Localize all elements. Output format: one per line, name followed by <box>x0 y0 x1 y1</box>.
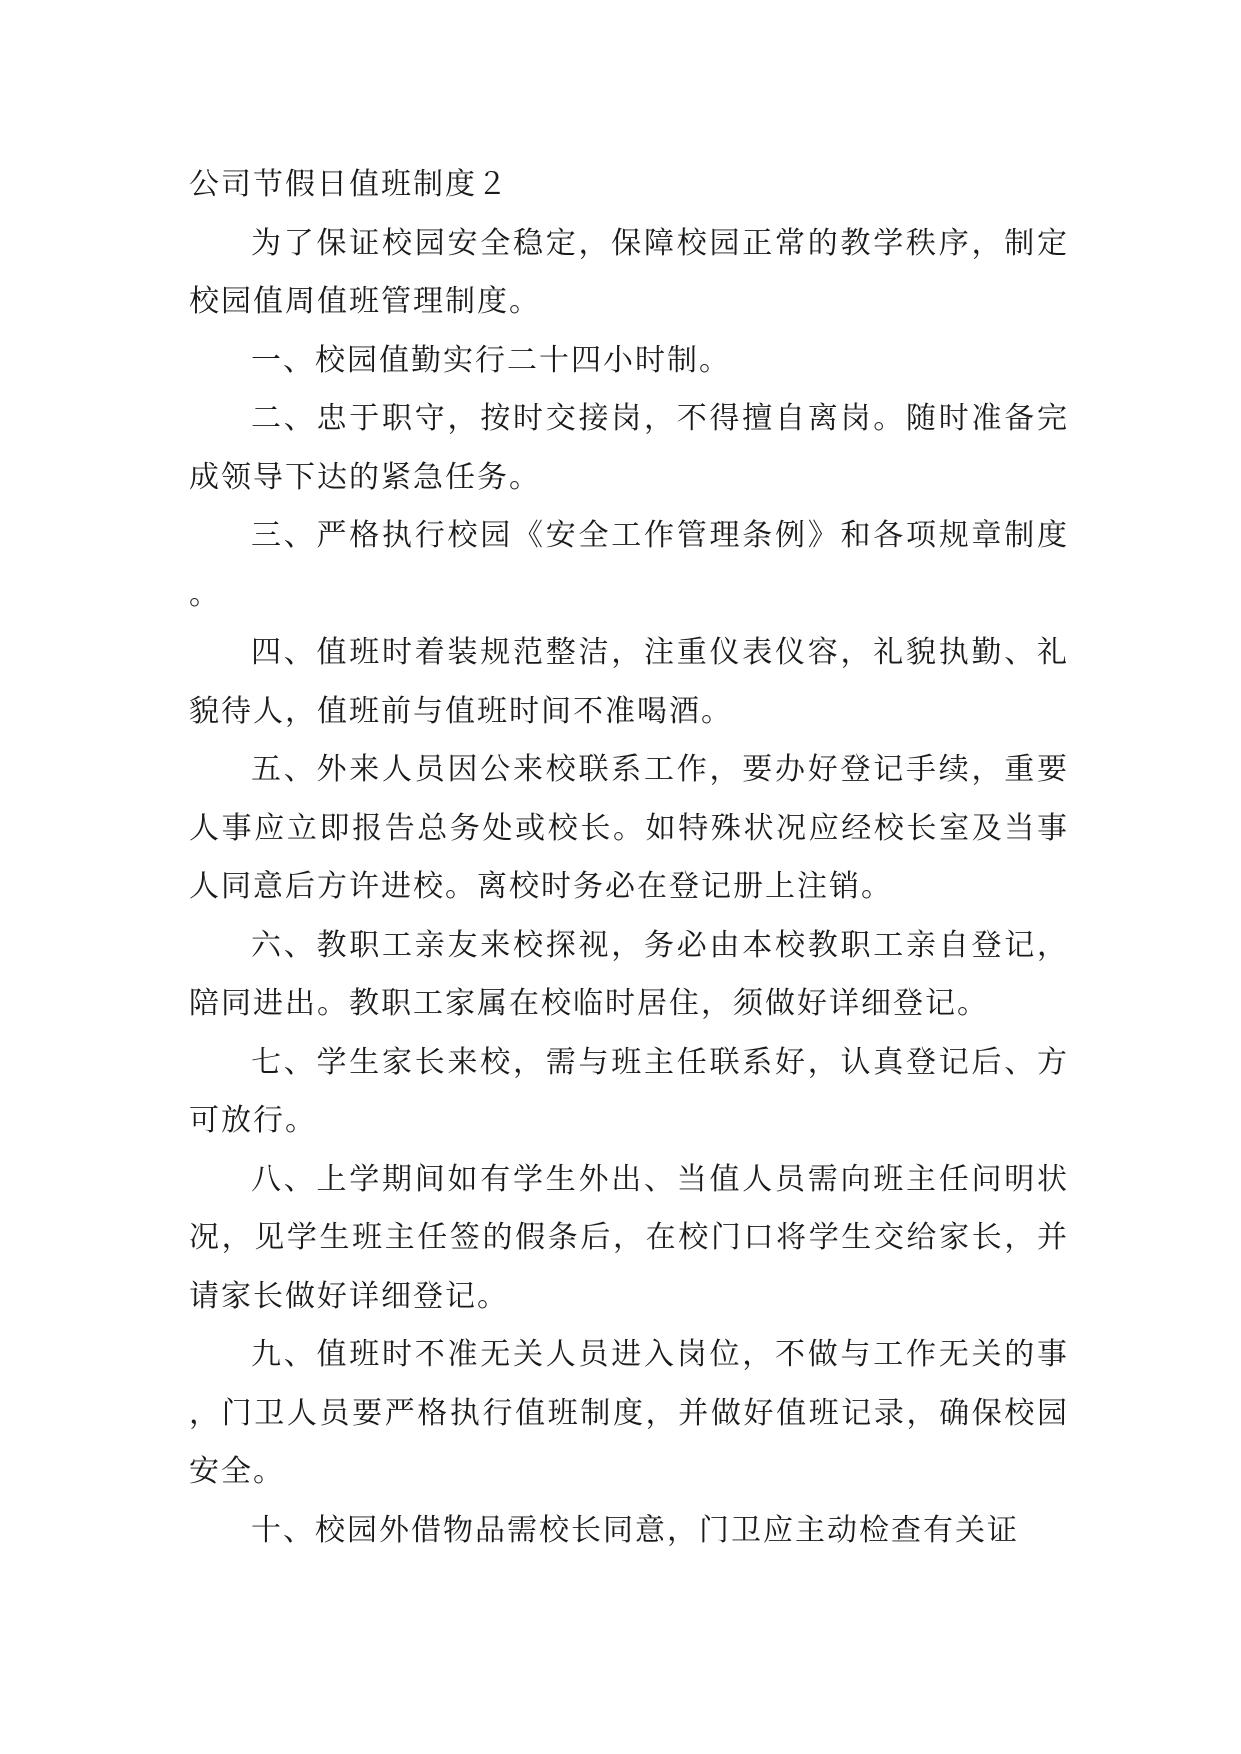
paragraph-item-4: 四、值班时着装规范整洁，注重仪表仪容，礼貌执勤、礼貌待人，值班前与值班时间不准喝酒。 <box>189 635 1069 729</box>
paragraph-item-2: 二、忠于职守，按时交接岗，不得擅自离岗。随时准备完成领导下达的紧急任务。 <box>189 401 1069 495</box>
document-body <box>189 156 1069 1560</box>
paragraph-item-1: 一、校园值勤实行二十四小时制。 <box>251 342 731 378</box>
paragraph-item-8: 八、上学期间如有学生外出、当值人员需向班主任问明状况，见学生班主任签的假条后，在校门口将学生交给家长，并请家长做好详细登记。 <box>189 1161 1069 1314</box>
paragraph-item-9: 九、值班时不准无关人员进入岗位，不做与工作无关的事，门卫人员要严格执行值班制度，并做好值班记录，确保校园安全。 <box>189 1337 1069 1489</box>
paragraph-item-6: 六、教职工亲友来校探视，务必由本校教职工亲自登记，陪同进出。教职工家属在校临时居住，须做好详细登记。 <box>189 927 1069 1021</box>
paragraph-item-7: 七、学生家长来校，需与班主任联系好，认真登记后、方可放行。 <box>189 1044 1069 1138</box>
document-title: 公司节假日值班制度２ <box>189 167 509 202</box>
paragraph-intro: 为了保证校园安全稳定，保障校园正常的教学秩序，制定校园值周值班管理制度。 <box>189 225 1069 319</box>
paragraph-item-3: 三、严格执行校园《安全工作管理条例》和各项规章制度。 <box>189 518 1069 612</box>
paragraph-item-5: 五、外来人员因公来校联系工作，要办好登记手续，重要人事应立即报告总务处或校长。如特殊状况应经校长室及当事人同意后方许进校。离校时务必在登记册上注销。 <box>189 752 1069 904</box>
paragraph-item-10: 十、校园外借物品需校长同意，门卫应主动检查有关证 <box>251 1512 1019 1548</box>
